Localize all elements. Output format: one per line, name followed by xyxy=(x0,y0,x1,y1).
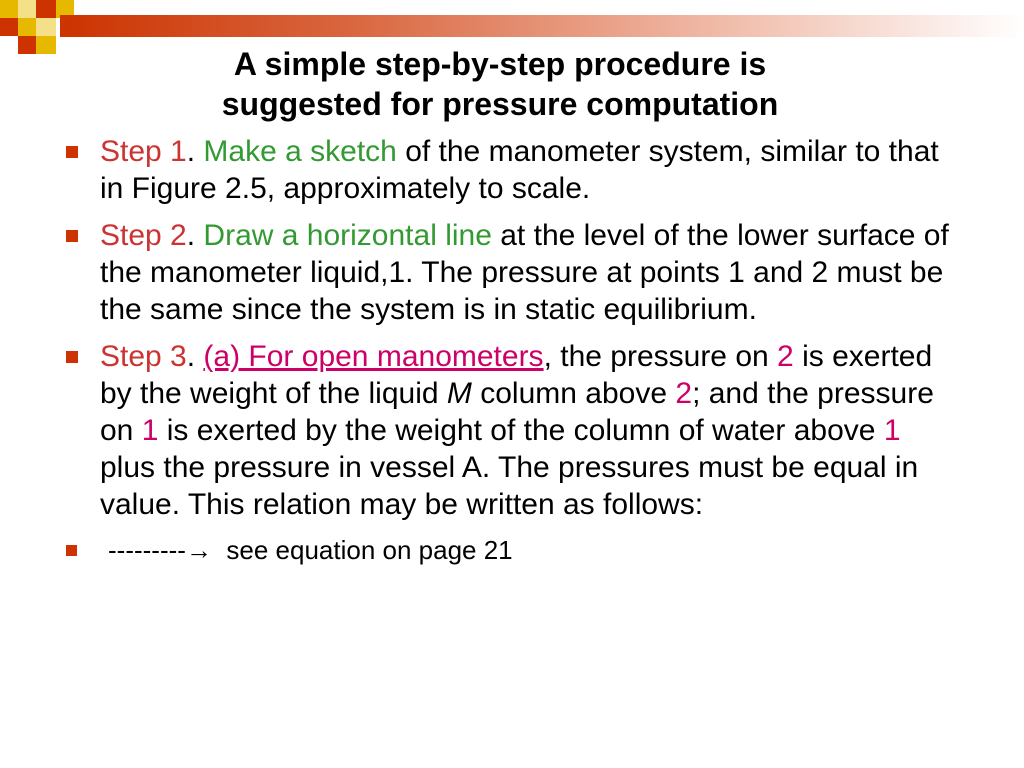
corner-square xyxy=(36,36,56,54)
bullet-step-3 xyxy=(60,338,960,523)
step-text: column above xyxy=(480,377,668,410)
liquid-m-label: M xyxy=(446,377,472,410)
point-1-label: 1 xyxy=(141,414,159,447)
open-manometers-link[interactable]: (a) For open manometers xyxy=(203,340,544,373)
step-text: of the manometer system, similar to that in Figure 2.5, approximately to scale. xyxy=(100,135,939,205)
step-label: Step 2 xyxy=(100,219,187,252)
point-1-label: 1 xyxy=(883,414,901,447)
dashes: --------- xyxy=(108,535,186,565)
square-bullet-icon xyxy=(66,351,78,363)
slide-title-line-1: A simple step-by-step procedure is xyxy=(233,46,767,82)
corner-square xyxy=(36,18,56,36)
bullet-list xyxy=(60,133,960,577)
step-dot: . xyxy=(186,219,196,252)
corner-square xyxy=(0,0,18,18)
corner-square xyxy=(18,0,36,18)
square-bullet-icon xyxy=(66,230,78,242)
step-dot: . xyxy=(186,135,196,168)
right-arrow-icon: → xyxy=(185,535,212,565)
step-text: , the pressure on xyxy=(543,340,769,373)
bullet-step-1 xyxy=(60,133,960,207)
square-bullet-icon xyxy=(66,146,78,158)
bullet-step-2 xyxy=(60,217,960,328)
corner-square xyxy=(18,36,36,54)
corner-square xyxy=(36,0,56,18)
header-gradient-bar xyxy=(60,15,1024,37)
bullet-equation-reference xyxy=(60,533,960,567)
equation-reference-text: see equation on page 21 xyxy=(226,535,513,565)
square-bullet-icon xyxy=(66,545,77,556)
slide-title-line-2: suggested for pressure computation xyxy=(221,86,779,122)
step-label: Step 1 xyxy=(100,135,187,168)
step-text: at the level of the lower surface of the manometer liquid,1. The pressure at points 1 and 2 must be the same since the system is in static equilibrium. xyxy=(100,219,949,326)
step-text: is exerted by the weight of the liquid xyxy=(100,340,933,410)
step-action: Draw a horizontal line xyxy=(203,219,492,252)
step-label: Step 3 xyxy=(100,340,187,373)
corner-square xyxy=(0,18,18,36)
step-dot: . xyxy=(186,340,196,373)
corner-square xyxy=(18,18,36,36)
step-text: plus the pressure in vessel A. The pressures must be equal in value. This relation may be written as follows: xyxy=(100,451,919,521)
slide-title xyxy=(60,44,940,124)
step-action: Make a sketch xyxy=(203,135,397,168)
step-text: is exerted by the weight of the column of water above xyxy=(166,414,876,447)
step-text: ; and the pressure on xyxy=(100,377,934,447)
point-2-label: 2 xyxy=(777,340,794,373)
point-2-label: 2 xyxy=(675,377,693,410)
